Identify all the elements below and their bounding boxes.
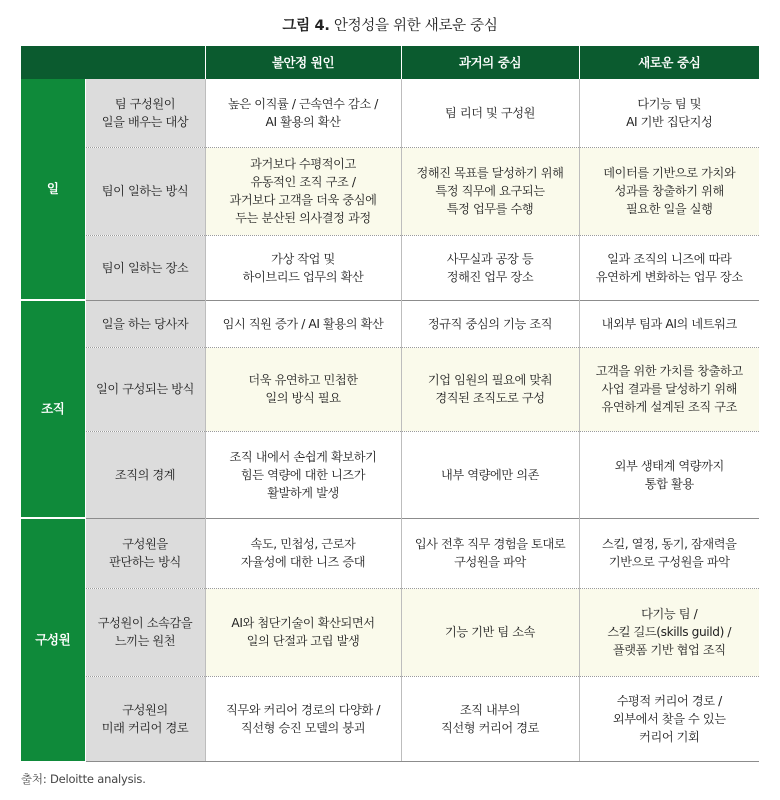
cell-text-line: 팀 구성원이	[114, 96, 176, 111]
cell-text-line: 정규직 중심의 기능 조직	[427, 316, 553, 331]
cell-text-line: 내부 역량에만 의존	[441, 467, 539, 482]
cell-text-line: 직무와 커리어 경로의 다양화 /	[225, 702, 381, 717]
cell-text-line: 정해진 업무 장소	[446, 269, 534, 284]
row-label	[85, 235, 205, 300]
cell-text-line: AI와 첨단기술이 확산되면서	[231, 616, 375, 630]
cell-text-line: 임시 직원 증가 / AI 활용의 확산	[222, 316, 384, 331]
cell-text-line: AI 기반 집단지성	[626, 114, 713, 129]
cell-new-focus	[579, 676, 759, 761]
cell-text-line: 고객을 위한 가치를 창출하고	[595, 364, 743, 378]
cell-text-line: 내외부 팀과 AI의 네트워크	[601, 316, 737, 331]
row-label	[85, 347, 205, 431]
cell-text-line: 기반으로 구성원을 파악	[608, 555, 730, 569]
cell-instability-cause	[205, 300, 401, 347]
cell-text-line: 사무실과 공장 등	[446, 251, 534, 266]
cell-text-line: 더욱 유연하고 민첩한	[248, 373, 358, 387]
stability-matrix-table	[21, 46, 759, 762]
row-label	[85, 79, 205, 147]
cell-new-focus	[579, 518, 759, 588]
cell-text-line: 기업 임원의 필요에 맞춰	[427, 373, 553, 387]
cell-text-line: 팀이 일하는 장소	[101, 260, 189, 275]
cell-text-line: 유연하게 변화하는 업무 장소	[595, 269, 743, 284]
cell-new-focus	[579, 235, 759, 300]
cell-text-line: 과거보다 고객을 더욱 중심에	[229, 193, 377, 207]
cell-text-line: 팀 리더 및 구성원	[444, 105, 536, 120]
cell-past-focus	[401, 347, 579, 431]
category-member: 구성원	[21, 518, 85, 761]
cell-text-line: 외부에서 찾을 수 있는	[612, 711, 726, 726]
cell-text-line: 직선형 커리어 경로	[441, 720, 539, 735]
table-row	[21, 347, 759, 431]
cell-text-line: 힘든 역량에 대한 니즈가	[240, 467, 366, 482]
table-row	[21, 518, 759, 588]
cell-text-line: 다기능 팀 /	[641, 607, 698, 621]
cell-text-line: 다기능 팀 및	[637, 96, 702, 111]
table-row	[21, 147, 759, 235]
table-row	[21, 588, 759, 676]
column-header-instability-cause: 불안정 원인	[205, 46, 401, 79]
table-row	[21, 235, 759, 300]
cell-text-line: 데이터를 기반으로 가치와	[603, 166, 736, 180]
category-work: 일	[21, 79, 85, 300]
cell-past-focus	[401, 588, 579, 676]
source-note: 출처: Deloitte analysis.	[21, 772, 146, 786]
cell-text-line: 스킬 길드(skills guild) /	[607, 625, 732, 639]
table-row	[21, 431, 759, 518]
table-header-row	[21, 46, 759, 79]
cell-text-line: 필요한 일을 실행	[625, 202, 713, 216]
cell-instability-cause	[205, 676, 401, 761]
cell-text-line: 직선형 승진 모델의 붕괴	[240, 720, 366, 735]
column-header-past-focus: 과거의 중심	[401, 46, 579, 79]
cell-new-focus	[579, 79, 759, 147]
cell-text-line: 유연하게 설계된 조직 구조	[601, 400, 738, 414]
cell-text-line: 조직의 경계	[114, 467, 176, 482]
table-row	[21, 79, 759, 147]
cell-text-line: 일을 배우는 대상	[101, 114, 189, 129]
cell-text-line: 성과를 창출하기 위해	[614, 184, 724, 198]
cell-text-line: 외부 생태계 역량까지	[614, 458, 724, 473]
cell-text-line: 구성원을	[122, 537, 168, 551]
cell-text-line: 높은 이직률 / 근속연수 감소 /	[228, 96, 378, 111]
cell-text-line: 활발하게 발생	[267, 485, 339, 500]
row-label	[85, 300, 205, 347]
cell-text-line: 일의 방식 필요	[265, 391, 341, 405]
cell-text-line: 구성원의	[122, 702, 168, 717]
table-row	[21, 676, 759, 761]
cell-instability-cause	[205, 147, 401, 235]
row-label	[85, 676, 205, 761]
cell-past-focus	[401, 676, 579, 761]
cell-past-focus	[401, 518, 579, 588]
cell-text-line: 특정 직무에 요구되는	[435, 184, 545, 198]
cell-text-line: 느끼는 원천	[114, 634, 176, 648]
column-header-new-focus: 새로운 중심	[579, 46, 759, 79]
cell-text-line: 자율성에 대한 니즈 증대	[240, 555, 366, 569]
figure-number: 그림 4.	[282, 18, 330, 34]
cell-new-focus	[579, 588, 759, 676]
cell-past-focus	[401, 431, 579, 518]
cell-text-line: 커리어 기회	[639, 729, 700, 744]
cell-text-line: 일과 조직의 니즈에 따라	[607, 251, 732, 266]
cell-text-line: 하이브리드 업무의 확산	[242, 269, 364, 284]
cell-text-line: 팀이 일하는 방식	[101, 184, 189, 198]
figure-title-text: 안정성을 위한 새로운 중심	[333, 18, 498, 34]
cell-instability-cause	[205, 588, 401, 676]
cell-instability-cause	[205, 235, 401, 300]
cell-text-line: 특정 업무를 수행	[446, 202, 534, 216]
cell-text-line: 속도, 민첩성, 근로자	[250, 537, 356, 551]
row-label	[85, 518, 205, 588]
row-label	[85, 588, 205, 676]
cell-text-line: 일을 하는 당사자	[101, 316, 189, 331]
cell-past-focus	[401, 235, 579, 300]
cell-text-line: 통합 활용	[644, 476, 694, 491]
cell-instability-cause	[205, 79, 401, 147]
cell-text-line: 스킬, 열정, 동기, 잠재력을	[601, 537, 737, 551]
cell-text-line: 정해진 목표를 달성하기 위해	[416, 166, 564, 180]
header-corner	[21, 46, 205, 79]
cell-past-focus	[401, 147, 579, 235]
cell-text-line: 사업 결과를 달성하기 위해	[601, 382, 738, 396]
cell-text-line: 일이 구성되는 방식	[96, 382, 194, 396]
cell-text-line: 미래 커리어 경로	[101, 720, 189, 735]
row-label	[85, 147, 205, 235]
cell-text-line: 조직 내부의	[459, 702, 521, 717]
cell-past-focus	[401, 300, 579, 347]
cell-instability-cause	[205, 431, 401, 518]
table-row	[21, 300, 759, 347]
cell-instability-cause	[205, 518, 401, 588]
cell-past-focus	[401, 79, 579, 147]
cell-text-line: 구성원을 파악	[454, 555, 526, 569]
cell-new-focus	[579, 147, 759, 235]
cell-new-focus	[579, 347, 759, 431]
cell-text-line: 수평적 커리어 경로 /	[616, 693, 722, 708]
cell-text-line: 경직된 조직도로 구성	[435, 391, 545, 405]
cell-text-line: 플랫폼 기반 협업 조직	[612, 643, 726, 657]
cell-text-line: 유동적인 조직 구조 /	[250, 175, 356, 189]
cell-text-line: 구성원이 소속감을	[97, 616, 193, 630]
cell-text-line: 가상 작업 및	[271, 251, 335, 266]
cell-text-line: 기능 기반 팀 소속	[444, 625, 536, 639]
cell-text-line: 입사 전후 직무 경험을 토대로	[414, 537, 566, 551]
cell-new-focus	[579, 300, 759, 347]
cell-text-line: AI 활용의 확산	[265, 114, 341, 129]
row-label	[85, 431, 205, 518]
cell-text-line: 일의 단절과 고립 발생	[246, 634, 360, 648]
category-organization: 조직	[21, 300, 85, 518]
cell-text-line: 과거보다 수평적이고	[250, 157, 356, 171]
cell-text-line: 조직 내에서 손쉽게 확보하기	[229, 449, 377, 464]
cell-new-focus	[579, 431, 759, 518]
cell-text-line: 두는 분산된 의사결정 과정	[235, 211, 371, 225]
cell-instability-cause	[205, 347, 401, 431]
cell-text-line: 판단하는 방식	[109, 555, 181, 569]
figure-title	[0, 14, 780, 35]
